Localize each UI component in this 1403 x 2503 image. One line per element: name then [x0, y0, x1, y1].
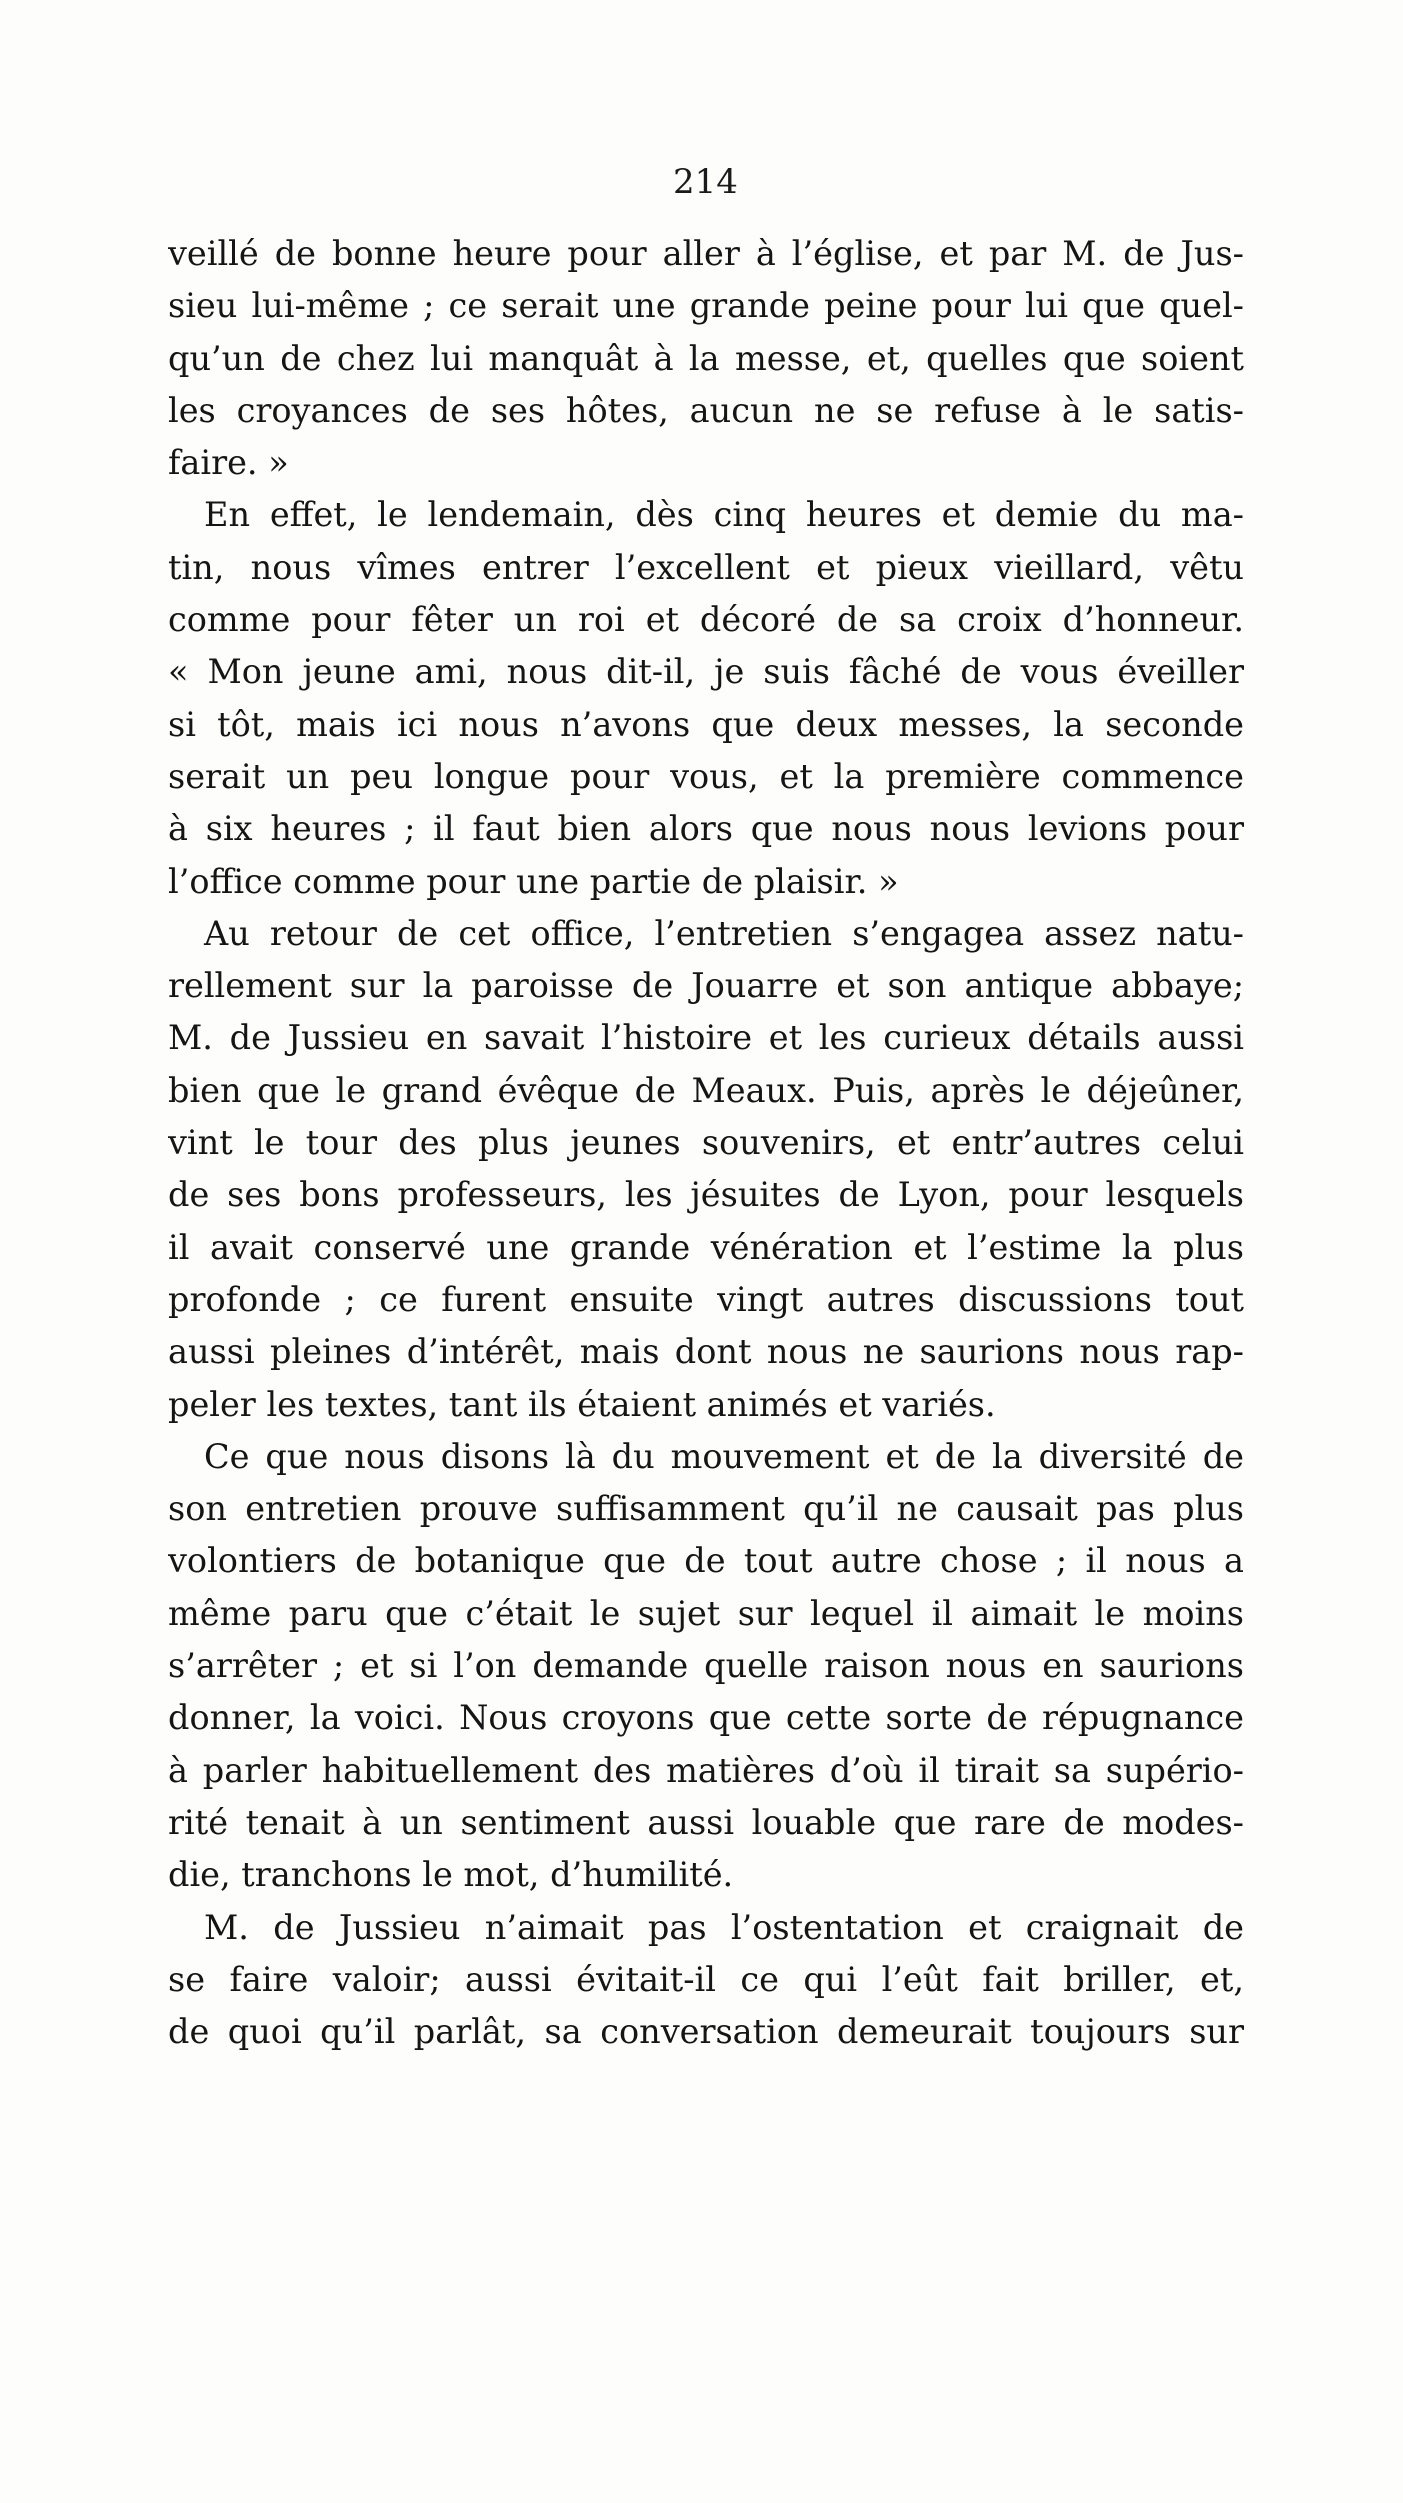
body-text: [168, 228, 1244, 2058]
text-line: se faire valoir; aussi évitait-il ce qui l’eût fait briller, et,: [168, 1959, 1244, 1999]
text-line: vint le tour des plus jeunes souvenirs, et entr’autres celui: [168, 1123, 1244, 1163]
text-line: serait un peu longue pour vous, et la première commence: [168, 756, 1244, 796]
text-line: donner, la voici. Nous croyons que cette sorte de répugnance: [168, 1698, 1244, 1738]
page-number: 214: [673, 162, 738, 202]
text-line: profonde ; ce furent ensuite vingt autres discussions tout: [168, 1279, 1244, 1319]
text-line: à six heures ; il faut bien alors que nous nous levions pour: [168, 809, 1244, 849]
text-line: peler les textes, tant ils étaient animés et variés.: [168, 1384, 996, 1424]
text-line: son entretien prouve suffisamment qu’il ne causait pas plus: [168, 1489, 1244, 1529]
text-line: veillé de bonne heure pour aller à l’église, et par M. de Jus-: [168, 234, 1244, 273]
text-line: M. de Jussieu n’aimait pas l’ostentation et craignait de: [204, 1907, 1244, 1947]
text-line: die, tranchons le mot, d’humilité.: [168, 1855, 734, 1895]
text-line: tin, nous vîmes entrer l’excellent et pieux vieillard, vêtu: [168, 547, 1244, 587]
text-line: si tôt, mais ici nous n’avons que deux messes, la seconde: [168, 704, 1244, 744]
text-line: il avait conservé une grande vénération et l’estime la plus: [168, 1227, 1244, 1267]
text-line: de ses bons professeurs, les jésuites de Lyon, pour lesquels: [168, 1175, 1244, 1215]
text-line: qu’un de chez lui manquât à la messe, et, quelles que soient: [168, 338, 1244, 378]
text-line: rellement sur la paroisse de Jouarre et son antique abbaye;: [168, 966, 1244, 1006]
text-line: comme pour fêter un roi et décoré de sa croix d’honneur.: [168, 600, 1244, 640]
text-line: aussi pleines d’intérêt, mais dont nous ne saurions nous rap-: [168, 1332, 1244, 1372]
text-line: même paru que c’était le sujet sur lequel il aimait le moins: [168, 1593, 1244, 1633]
text-line: à parler habituellement des matières d’où il tirait sa supério-: [168, 1750, 1244, 1790]
text-line: bien que le grand évêque de Meaux. Puis, après le déjeûner,: [168, 1070, 1244, 1110]
text-line: s’arrêter ; et si l’on demande quelle raison nous en saurions: [168, 1646, 1244, 1686]
text-line: de quoi qu’il parlât, sa conversation demeurait toujours sur: [168, 2012, 1244, 2052]
text-line: volontiers de botanique que de tout autre chose ; il nous a: [168, 1541, 1244, 1581]
text-line: l’office comme pour une partie de plaisir. »: [168, 861, 899, 901]
text-line: rité tenait à un sentiment aussi louable que rare de modes-: [168, 1802, 1244, 1842]
text-line: Ce que nous disons là du mouvement et de la diversité de: [204, 1436, 1244, 1476]
text-line: faire. »: [168, 443, 289, 483]
text-line: Au retour de cet office, l’entretien s’engagea assez natu-: [204, 913, 1244, 953]
text-line: M. de Jussieu en savait l’histoire et les curieux détails aussi: [168, 1018, 1244, 1058]
text-line: « Mon jeune ami, nous dit-il, je suis fâché de vous éveiller: [168, 652, 1244, 692]
text-line: les croyances de ses hôtes, aucun ne se refuse à le satis-: [168, 390, 1244, 430]
text-line: En effet, le lendemain, dès cinq heures et demie du ma-: [204, 495, 1244, 535]
text-line: sieu lui-même ; ce serait une grande peine pour lui que quel-: [168, 286, 1244, 326]
